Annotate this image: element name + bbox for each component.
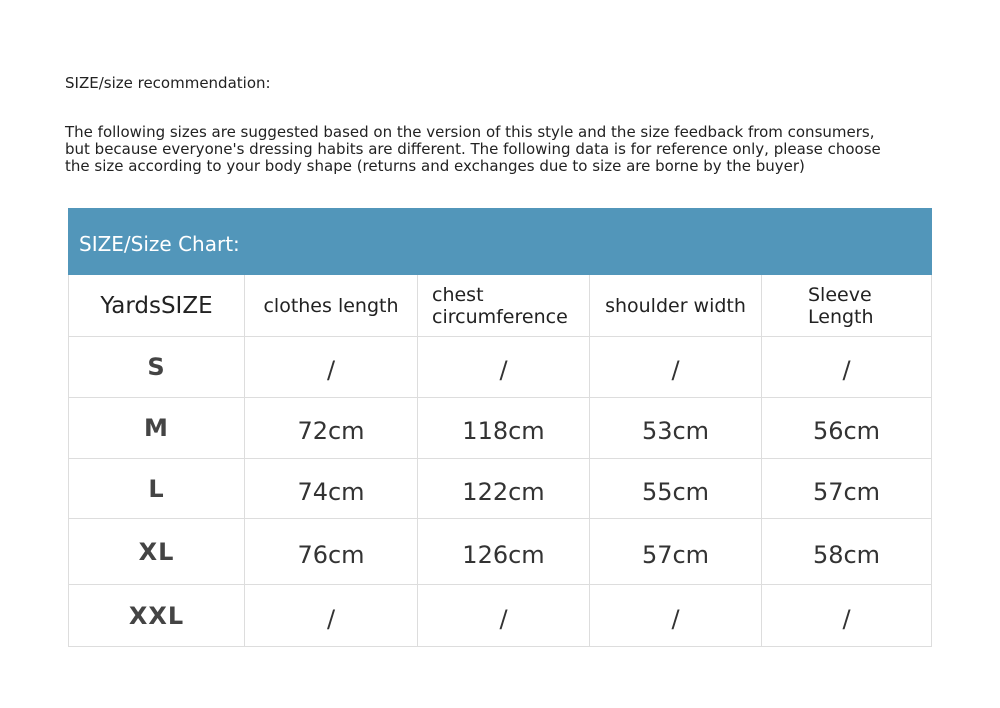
size-recommendation-heading: SIZE/size recommendation: (65, 74, 271, 92)
table-cell: / (761, 337, 932, 397)
size-label: S (68, 337, 244, 397)
table-row (68, 459, 932, 519)
size-chart-table (68, 208, 932, 647)
table-cell: 76cm (244, 519, 417, 584)
header-sleeve-line1: Sleeve (808, 283, 872, 306)
header-cell-size: YardsSIZE (68, 275, 244, 336)
table-cell: / (761, 585, 932, 646)
header-cell-sleeve-length (761, 275, 932, 336)
table-cell: 56cm (761, 398, 932, 458)
table-cell: / (244, 337, 417, 397)
intro-line: the size according to your body shape (returns and exchanges due to size are borne by the buyer) (65, 157, 805, 175)
size-label: M (68, 398, 244, 458)
table-row (68, 337, 932, 398)
intro-line: but because everyone's dressing habits are different. The following data is for reference only, please choose (65, 140, 881, 158)
header-chest-line2: circumference (432, 305, 568, 328)
table-cell: 74cm (244, 459, 417, 518)
table-cell: / (417, 337, 589, 397)
table-cell: 72cm (244, 398, 417, 458)
intro-text (65, 124, 945, 175)
header-cell-clothes-length: clothes length (244, 275, 417, 336)
table-cell: / (589, 337, 761, 397)
intro-line: The following sizes are suggested based on the version of this style and the size feedback from consumers, (65, 123, 875, 141)
size-chart-title: SIZE/Size Chart: (68, 208, 932, 275)
table-row (68, 398, 932, 459)
size-label: L (68, 459, 244, 518)
table-cell: 53cm (589, 398, 761, 458)
table-cell: / (244, 585, 417, 646)
table-cell: / (589, 585, 761, 646)
table-cell: 57cm (589, 519, 761, 584)
size-label: XL (68, 519, 244, 584)
table-row (68, 585, 932, 647)
header-row (68, 275, 932, 337)
header-cell-shoulder-width: shoulder width (589, 275, 761, 336)
size-chart-grid (68, 275, 932, 647)
table-cell: 126cm (417, 519, 589, 584)
table-cell: 58cm (761, 519, 932, 584)
header-chest-line1: chest (432, 283, 484, 306)
table-cell: 122cm (417, 459, 589, 518)
header-sleeve-line2: Length (808, 305, 874, 328)
table-cell: 118cm (417, 398, 589, 458)
size-label: XXL (68, 585, 244, 646)
table-cell: 57cm (761, 459, 932, 518)
table-row (68, 519, 932, 585)
table-cell: 55cm (589, 459, 761, 518)
table-cell: / (417, 585, 589, 646)
header-cell-chest (417, 275, 589, 336)
